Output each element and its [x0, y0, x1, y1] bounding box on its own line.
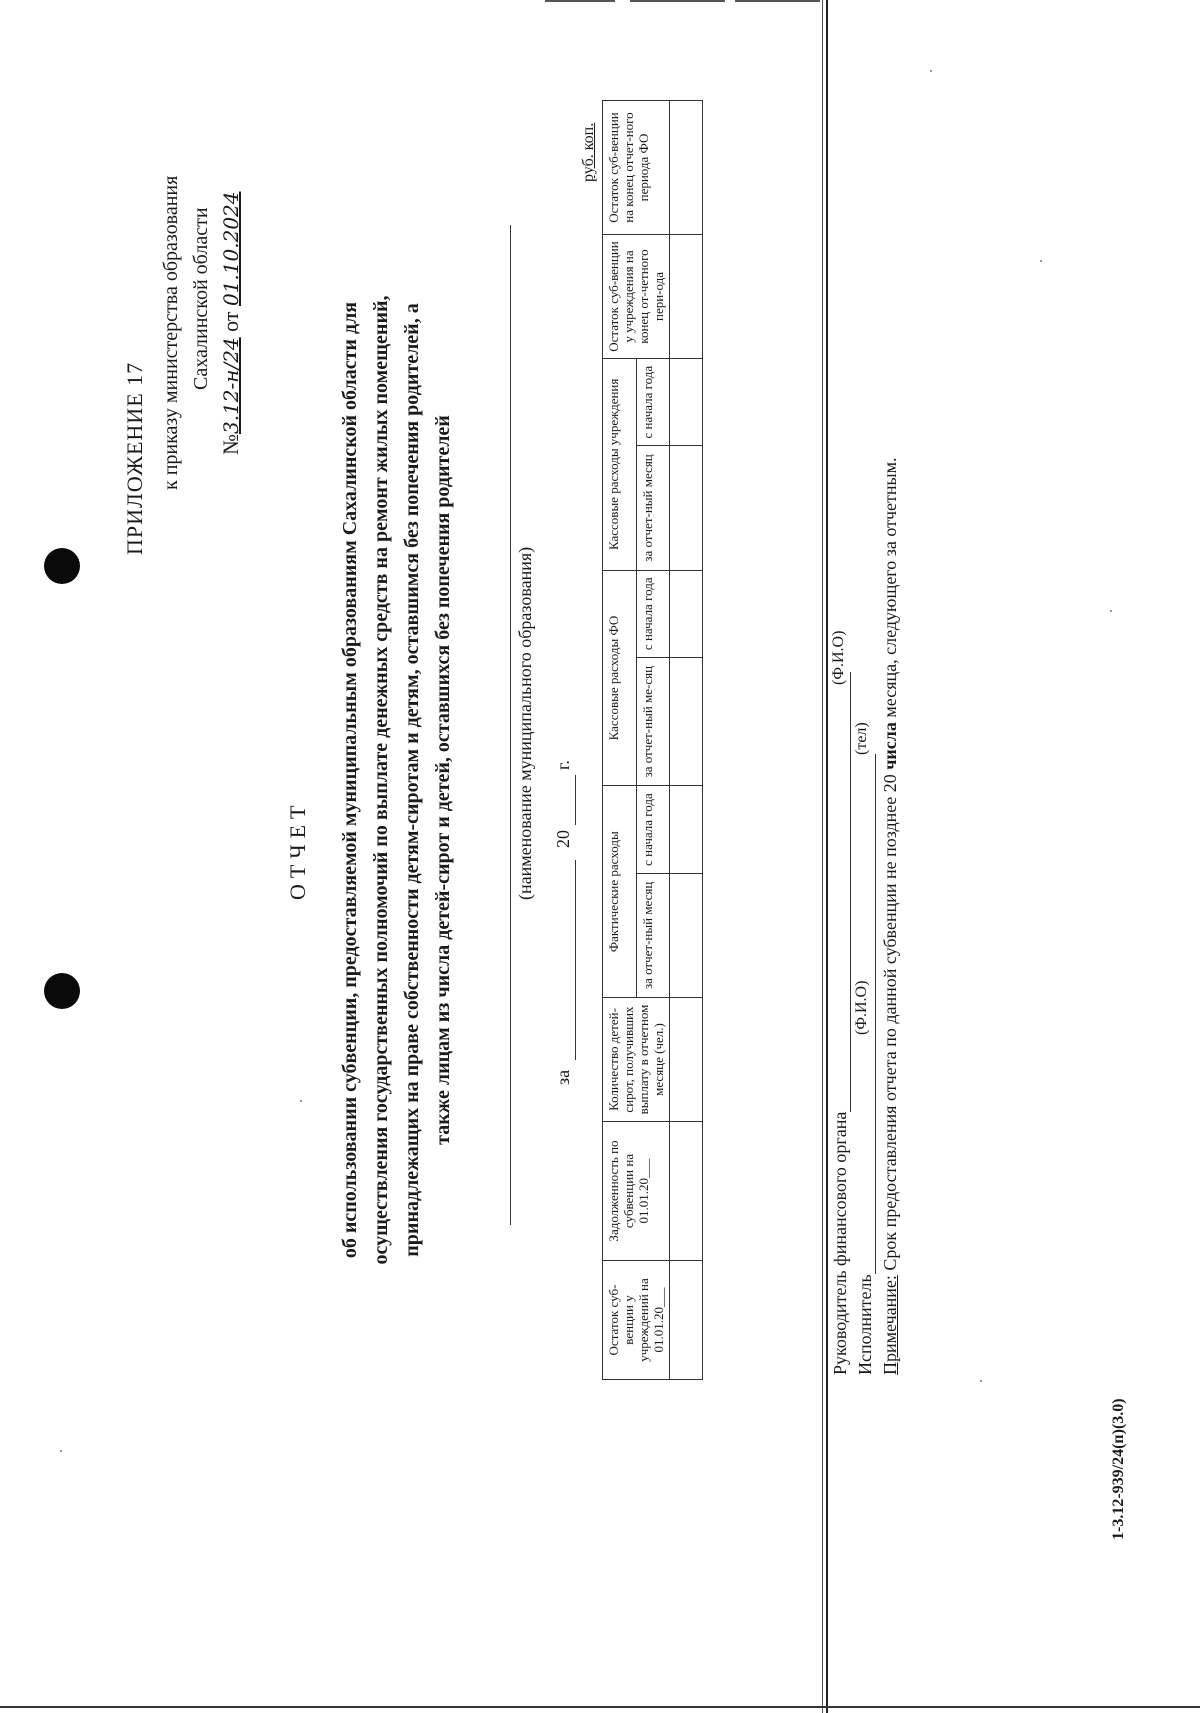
sub-year-institution: с начала года [636, 359, 670, 446]
municipality-caption: (наименование муниципального образования) [515, 546, 535, 900]
report-note: Примечание: Срок предоставления отчета по данной субвенции не позднее 20 числа месяца, следующего за отчетным. [880, 457, 900, 1375]
scan-speck [930, 70, 932, 72]
col-balance-institution-end: Остаток суб-венции у учреждения на конец от-четного пери-ода [603, 235, 670, 359]
period-za: за [553, 1069, 573, 1085]
municipality-name-line [510, 225, 511, 1225]
col-balance-fo-end: Остаток суб-венции на конец отчет-ного периода ФО [603, 101, 670, 235]
appendix-title: ПРИЛОЖЕНИЕ 17 [122, 361, 147, 555]
sub-month-institution: за отчет-ный месяц [636, 446, 670, 570]
group-actual-expenses: Фактические расходы [603, 786, 637, 998]
order-line-1: к приказу министерства образования [160, 175, 182, 490]
document-title: ОТЧЕТ [285, 799, 310, 900]
scan-bottom-line [0, 1706, 1200, 1708]
punch-hole [44, 548, 80, 584]
scan-speck [1040, 260, 1042, 262]
table-row [670, 101, 703, 1380]
col-children-count: Количество детей-сирот, получивших выплату в отчетном месяце (чел.) [603, 998, 670, 1122]
sub-month-fo: за отчет-ный ме-сяц [636, 657, 670, 786]
group-cash-expenses-fo: Кассовые расходы ФО [603, 570, 637, 786]
order-number: №3.12-н/24 от 01.10.2024 [218, 191, 243, 455]
signature-executor: Исполнитель [855, 754, 876, 1375]
signature-head-fio: (Ф.И.О) [830, 630, 847, 685]
report-heading: об использовании субвенции, предоставляемой муниципальным образованиям Сахалинской области для осуществления государственных полномочий по выплате денежных средств на ремонт жилых помещений, принадлежащих на праве собственности детям-сиротам и детям, оставшимся без попечения родителей, а также лицам из числа детей-сирот и детей, оставшихся без попечения родителей [339, 295, 454, 1265]
period-year-blank [575, 775, 576, 825]
sub-month-actual: за отчет-ный месяц [636, 873, 670, 997]
scan-speck [980, 1380, 982, 1382]
col-balance-start: Остаток суб-венции у учреждений на 01.01.20___ [603, 1261, 670, 1380]
sub-year-actual: с начала года [636, 786, 670, 873]
period-year-suffix: г. [553, 760, 573, 770]
col-debt: Задолженность по субвенции на 01.01.20___ [603, 1122, 670, 1261]
rotated-document [110, 0, 1127, 1540]
report-table [602, 100, 703, 1380]
units-label: руб. коп. [580, 122, 597, 182]
signature-executor-fio: (Ф.И.О) [853, 980, 870, 1035]
order-number-handwritten: 3.12-н/24 [219, 337, 243, 434]
signature-executor-phone: (тел) [853, 722, 870, 755]
punch-hole [44, 973, 80, 1009]
group-cash-expenses-institution: Кассовые расходы учреждения [603, 359, 637, 571]
period-year-prefix: 20 [553, 830, 573, 848]
document-code: 1-3.12-939/24(п)(3.0) [1110, 1398, 1127, 1540]
period-blank [575, 860, 576, 1060]
order-line-2: Сахалинской области [190, 207, 212, 390]
scan-speck [1110, 610, 1112, 612]
signature-head: Руководитель финансового органа [830, 672, 851, 1375]
scan-speck [60, 1450, 62, 1452]
sub-year-fo: с начала года [636, 570, 670, 657]
order-date-handwritten: 01.10.2024 [219, 191, 243, 307]
